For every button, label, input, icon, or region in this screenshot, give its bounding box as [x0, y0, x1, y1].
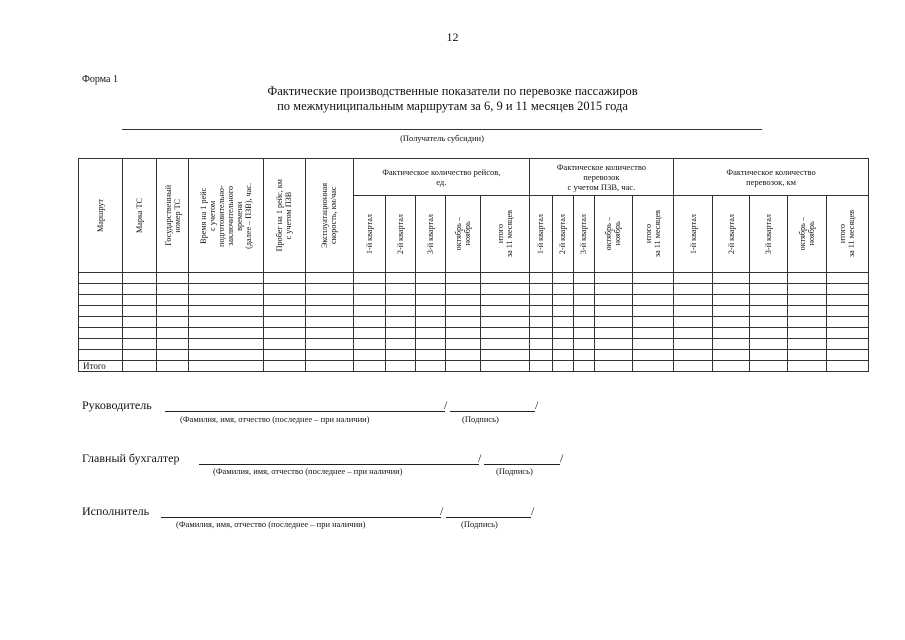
table-cell[interactable] [632, 350, 673, 361]
table-cell[interactable] [305, 273, 353, 284]
head-name-caption: (Фамилия, имя, отчество (последнее – при наличии) [180, 414, 370, 424]
table-cell[interactable] [386, 328, 416, 339]
table-cell[interactable] [826, 328, 868, 339]
subcol-header-g2-4: октябрь – ноябрь [594, 196, 632, 273]
table-cell[interactable] [79, 306, 123, 317]
table-cell[interactable] [189, 339, 263, 350]
table-cell[interactable] [529, 361, 552, 372]
table-row [79, 317, 869, 328]
table-cell[interactable] [79, 317, 123, 328]
subcol-header-g1-5: итого за 11 месяцев [481, 196, 529, 273]
subcol-header-g2-3: 3-й квартал [573, 196, 594, 273]
table-cell[interactable] [787, 350, 826, 361]
table-cell[interactable] [79, 328, 123, 339]
table-cell[interactable] [416, 350, 446, 361]
table-cell[interactable] [750, 339, 787, 350]
table-cell[interactable] [263, 317, 305, 328]
table-cell[interactable] [713, 317, 750, 328]
table-cell[interactable] [446, 317, 481, 328]
table-cell[interactable] [157, 361, 189, 372]
table-cell[interactable] [263, 350, 305, 361]
subcol-header-g1-4: октябрь – ноябрь [446, 196, 481, 273]
table-cell[interactable] [713, 339, 750, 350]
table-cell[interactable] [594, 339, 632, 350]
group-header-transport-km: Фактическое количество перевозок, км [674, 159, 869, 196]
table-cell[interactable] [826, 339, 868, 350]
table-cell[interactable] [674, 295, 713, 306]
table-cell[interactable] [552, 361, 573, 372]
executor-slash-end: / [531, 504, 535, 518]
table-cell[interactable] [353, 361, 385, 372]
table-cell[interactable] [632, 273, 673, 284]
table-cell[interactable] [157, 306, 189, 317]
subcol-header-g3-3: 3-й квартал [750, 196, 787, 273]
total-label: Итого [79, 361, 123, 372]
table-cell[interactable] [529, 273, 552, 284]
table-cell[interactable] [573, 317, 594, 328]
subcol-header-g3-5: итого за 11 месяцев [826, 196, 868, 273]
table-cell[interactable] [750, 273, 787, 284]
table-cell[interactable] [305, 350, 353, 361]
table-cell[interactable] [353, 295, 385, 306]
table-cell[interactable] [416, 328, 446, 339]
table-cell[interactable] [481, 328, 529, 339]
table-cell[interactable] [263, 273, 305, 284]
subcol-header-g1-2: 2-й квартал [386, 196, 416, 273]
table-cell[interactable] [573, 328, 594, 339]
table-cell[interactable] [305, 328, 353, 339]
table-cell[interactable] [632, 328, 673, 339]
col-header-route: Маршрут [79, 159, 123, 273]
table-cell[interactable] [826, 317, 868, 328]
table-cell[interactable] [552, 328, 573, 339]
table-cell[interactable] [713, 284, 750, 295]
table-cell[interactable] [552, 317, 573, 328]
table-cell[interactable] [632, 339, 673, 350]
table-cell[interactable] [386, 306, 416, 317]
subcol-header-g3-2: 2-й квартал [713, 196, 750, 273]
subcol-header-g1-1: 1-й квартал [353, 196, 385, 273]
table-cell[interactable] [353, 284, 385, 295]
table-cell[interactable] [594, 328, 632, 339]
table-cell[interactable] [157, 317, 189, 328]
table-cell[interactable] [386, 317, 416, 328]
table-cell[interactable] [123, 350, 157, 361]
table-cell[interactable] [189, 306, 263, 317]
table-cell[interactable] [573, 361, 594, 372]
table-cell[interactable] [594, 273, 632, 284]
table-cell[interactable] [632, 295, 673, 306]
table-cell[interactable] [386, 273, 416, 284]
col-header-brand: Марка ТС [123, 159, 157, 273]
table-cell[interactable] [189, 317, 263, 328]
table-cell[interactable] [713, 328, 750, 339]
table-cell[interactable] [79, 284, 123, 295]
table-cell[interactable] [529, 350, 552, 361]
table-cell[interactable] [353, 306, 385, 317]
table-cell[interactable] [713, 350, 750, 361]
table-cell[interactable] [674, 284, 713, 295]
executor-name-caption: (Фамилия, имя, отчество (последнее – при наличии) [176, 519, 366, 529]
table-cell[interactable] [416, 284, 446, 295]
table-cell[interactable] [263, 339, 305, 350]
table-cell[interactable] [305, 317, 353, 328]
title-line-2: по межмуниципальным маршрутам за 6, 9 и 11 месяцев 2015 года [277, 99, 628, 113]
executor-label: Исполнитель [82, 504, 150, 518]
group-header-transport-hours: Фактическое количество перевозок с учетом ПЗВ, час. [529, 159, 674, 196]
table-row [79, 295, 869, 306]
table-cell[interactable] [713, 306, 750, 317]
table-cell[interactable] [713, 361, 750, 372]
table-cell[interactable] [446, 328, 481, 339]
table-cell[interactable] [787, 339, 826, 350]
table-cell[interactable] [123, 295, 157, 306]
table-cell[interactable] [157, 339, 189, 350]
table-cell[interactable] [386, 295, 416, 306]
table-cell[interactable] [189, 350, 263, 361]
chief-accountant-label: Главный бухгалтер [82, 451, 180, 465]
subcol-header-g3-1: 1-й квартал [674, 196, 713, 273]
chief-accountant-signature-line[interactable] [484, 464, 560, 465]
head-signature-line[interactable] [450, 411, 535, 412]
table-cell[interactable] [481, 273, 529, 284]
table-row [79, 284, 869, 295]
table-cell[interactable] [632, 317, 673, 328]
table-cell[interactable] [632, 306, 673, 317]
table-cell[interactable] [446, 306, 481, 317]
chief-accountant-signature-caption: (Подпись) [496, 466, 533, 476]
table-cell[interactable] [594, 317, 632, 328]
form-label: Форма 1 [82, 74, 118, 85]
table-cell[interactable] [263, 361, 305, 372]
table-cell[interactable] [552, 284, 573, 295]
table-cell[interactable] [123, 328, 157, 339]
table-cell[interactable] [305, 306, 353, 317]
table-cell[interactable] [481, 284, 529, 295]
table-cell[interactable] [157, 284, 189, 295]
table-cell[interactable] [787, 284, 826, 295]
table-cell[interactable] [594, 306, 632, 317]
table-cell[interactable] [826, 350, 868, 361]
group-header-trips: Фактическое количество рейсов, ед. [353, 159, 529, 196]
table-cell[interactable] [305, 284, 353, 295]
table-cell[interactable] [632, 284, 673, 295]
table-cell[interactable] [79, 339, 123, 350]
table-cell[interactable] [353, 350, 385, 361]
executor-name-line[interactable] [161, 517, 441, 518]
table-cell[interactable] [750, 317, 787, 328]
table-cell[interactable] [529, 306, 552, 317]
table-cell[interactable] [573, 295, 594, 306]
table-cell[interactable] [713, 295, 750, 306]
table-cell[interactable] [263, 284, 305, 295]
table-cell[interactable] [189, 328, 263, 339]
head-signature-caption: (Подпись) [462, 414, 499, 424]
recipient-line [122, 129, 762, 130]
col-header-plate: Государственный номер ТС [157, 159, 189, 273]
table-cell[interactable] [386, 284, 416, 295]
chief-accountant-slash: / [478, 451, 482, 465]
table-cell[interactable] [263, 328, 305, 339]
table-cell[interactable] [189, 273, 263, 284]
table-cell[interactable] [674, 350, 713, 361]
col-header-trip-time: Время на 1 рейс с учетом подготовительно- заключительного времени (далее – ПЗВ), час. [189, 159, 263, 273]
chief-accountant-slash-end: / [560, 451, 564, 465]
head-slash: / [444, 398, 448, 412]
table-cell[interactable] [386, 361, 416, 372]
table-cell[interactable] [123, 306, 157, 317]
table-cell[interactable] [157, 328, 189, 339]
table-cell[interactable] [353, 273, 385, 284]
table-cell[interactable] [481, 295, 529, 306]
table-cell[interactable] [189, 284, 263, 295]
table-cell[interactable] [750, 306, 787, 317]
table-cell[interactable] [481, 339, 529, 350]
table-cell[interactable] [123, 273, 157, 284]
table-cell[interactable] [750, 295, 787, 306]
table-cell[interactable] [416, 361, 446, 372]
table-cell[interactable] [674, 273, 713, 284]
chief-accountant-name-caption: (Фамилия, имя, отчество (последнее – при наличии) [213, 466, 403, 476]
table-cell[interactable] [123, 284, 157, 295]
table-cell[interactable] [416, 295, 446, 306]
table-cell[interactable] [305, 295, 353, 306]
table-cell[interactable] [79, 295, 123, 306]
col-header-mileage: Пробег на 1 рейс, км с учетом ПЗВ [263, 159, 305, 273]
table-cell[interactable] [157, 273, 189, 284]
table-row [79, 273, 869, 284]
table-cell[interactable] [79, 273, 123, 284]
table-cell[interactable] [123, 339, 157, 350]
table-cell[interactable] [787, 273, 826, 284]
table-cell[interactable] [353, 317, 385, 328]
table-cell[interactable] [573, 284, 594, 295]
table-cell[interactable] [674, 317, 713, 328]
table-cell[interactable] [632, 361, 673, 372]
table-cell[interactable] [189, 295, 263, 306]
head-label: Руководитель [82, 398, 152, 412]
table-cell[interactable] [826, 295, 868, 306]
table-cell[interactable] [529, 295, 552, 306]
total-row [79, 361, 869, 372]
table-cell[interactable] [826, 284, 868, 295]
table-row [79, 339, 869, 350]
table-cell[interactable] [552, 350, 573, 361]
table-cell[interactable] [446, 361, 481, 372]
table-cell[interactable] [552, 295, 573, 306]
table-cell[interactable] [552, 339, 573, 350]
table-cell[interactable] [750, 284, 787, 295]
table-cell[interactable] [787, 328, 826, 339]
table-cell[interactable] [481, 317, 529, 328]
table-cell[interactable] [263, 295, 305, 306]
table-cell[interactable] [157, 350, 189, 361]
table-cell[interactable] [446, 284, 481, 295]
table-cell[interactable] [157, 295, 189, 306]
table-row [79, 328, 869, 339]
table-cell[interactable] [481, 306, 529, 317]
table-cell[interactable] [826, 273, 868, 284]
table-cell[interactable] [123, 317, 157, 328]
table-cell[interactable] [573, 273, 594, 284]
table-cell[interactable] [750, 328, 787, 339]
executor-signature-caption: (Подпись) [461, 519, 498, 529]
executor-slash: / [440, 504, 444, 518]
table-cell[interactable] [573, 306, 594, 317]
chief-accountant-name-line[interactable] [199, 464, 479, 465]
table-cell[interactable] [416, 317, 446, 328]
table-cell[interactable] [594, 284, 632, 295]
subcol-header-g1-3: 3-й квартал [416, 196, 446, 273]
table-cell[interactable] [787, 317, 826, 328]
subcol-header-g2-5: итого за 11 месяцев [632, 196, 673, 273]
subcol-header-g3-4: октябрь – ноябрь [787, 196, 826, 273]
table-cell[interactable] [446, 295, 481, 306]
table-cell[interactable] [446, 339, 481, 350]
table-cell[interactable] [305, 339, 353, 350]
table-cell[interactable] [189, 361, 263, 372]
table-cell[interactable] [787, 295, 826, 306]
table-row [79, 350, 869, 361]
table-cell[interactable] [573, 350, 594, 361]
head-slash-end: / [535, 398, 539, 412]
table-cell[interactable] [123, 361, 157, 372]
table-cell[interactable] [386, 350, 416, 361]
recipient-caption: (Получатель субсидии) [400, 133, 484, 143]
table-cell[interactable] [529, 339, 552, 350]
header-row-1 [79, 159, 869, 196]
table-cell[interactable] [674, 339, 713, 350]
indicators-table [78, 158, 869, 372]
document-title [0, 84, 905, 114]
table-cell[interactable] [787, 361, 826, 372]
col-header-speed: Эксплуатационная скорость, км/час [305, 159, 353, 273]
table-cell[interactable] [305, 361, 353, 372]
table-cell[interactable] [263, 306, 305, 317]
table-cell[interactable] [594, 350, 632, 361]
table-cell[interactable] [416, 273, 446, 284]
title-line-1: Фактические производственные показатели по перевозке пассажиров [267, 84, 638, 98]
head-name-line[interactable] [165, 411, 445, 412]
table-cell[interactable] [713, 273, 750, 284]
table-cell[interactable] [79, 350, 123, 361]
table-cell[interactable] [594, 361, 632, 372]
table-cell[interactable] [826, 306, 868, 317]
table-cell[interactable] [750, 350, 787, 361]
table-cell[interactable] [353, 339, 385, 350]
table-cell[interactable] [573, 339, 594, 350]
table-cell[interactable] [386, 339, 416, 350]
table-cell[interactable] [552, 306, 573, 317]
table-cell[interactable] [446, 350, 481, 361]
table-cell[interactable] [416, 339, 446, 350]
table-cell[interactable] [594, 295, 632, 306]
subcol-header-g2-2: 2-й квартал [552, 196, 573, 273]
table-cell[interactable] [787, 306, 826, 317]
table-cell[interactable] [481, 350, 529, 361]
page-number: 12 [446, 30, 459, 44]
table-cell[interactable] [481, 361, 529, 372]
table-cell[interactable] [674, 306, 713, 317]
table-cell[interactable] [529, 317, 552, 328]
table-cell[interactable] [416, 306, 446, 317]
table-cell[interactable] [446, 273, 481, 284]
table-row [79, 306, 869, 317]
executor-signature-line[interactable] [446, 517, 531, 518]
table-cell[interactable] [529, 328, 552, 339]
table-cell[interactable] [552, 273, 573, 284]
table-cell[interactable] [353, 328, 385, 339]
table-cell[interactable] [826, 361, 868, 372]
table-cell[interactable] [674, 328, 713, 339]
table-cell[interactable] [674, 361, 713, 372]
table-cell[interactable] [750, 361, 787, 372]
subcol-header-g2-1: 1-й квартал [529, 196, 552, 273]
table-cell[interactable] [529, 284, 552, 295]
